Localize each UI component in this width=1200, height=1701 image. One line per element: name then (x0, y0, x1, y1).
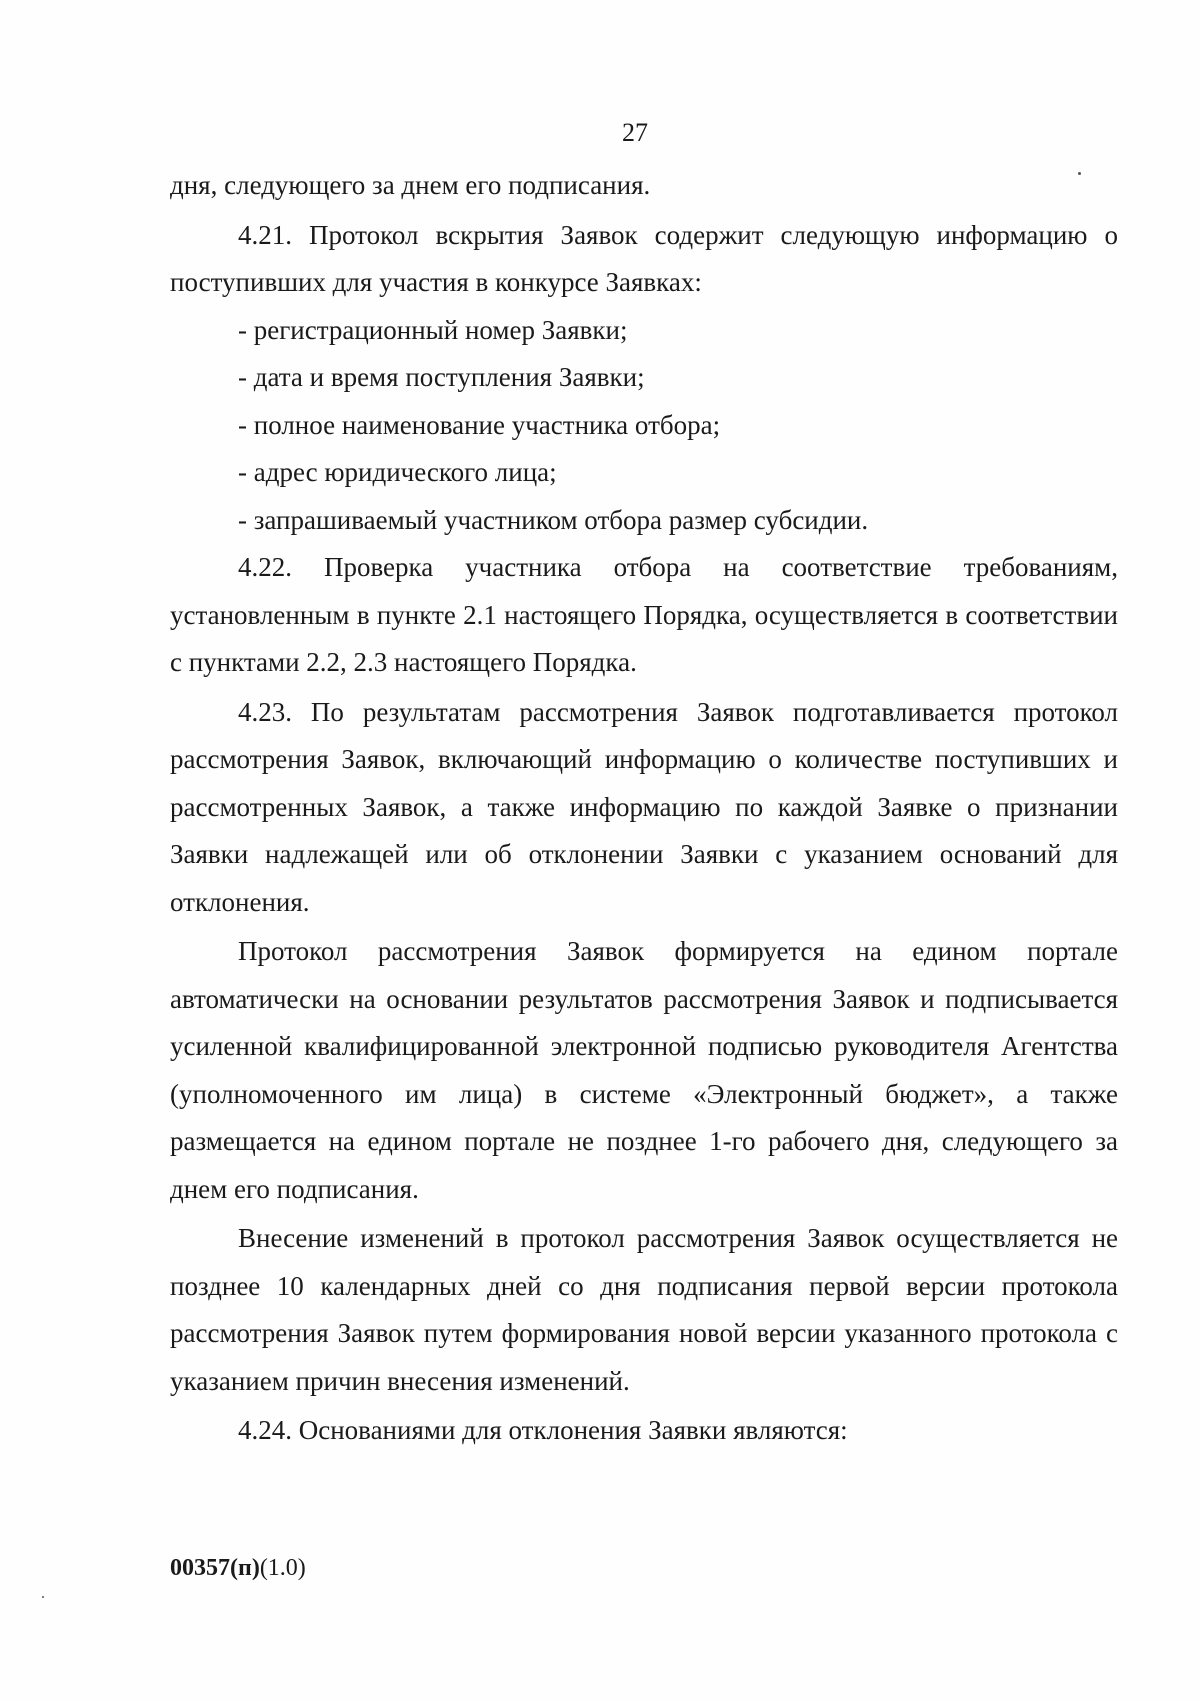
paragraph-4-22: 4.22. Проверка участника отбора на соответствие требованиям, установленным в пункте 2.1 настоящего Порядка, осуществляется в соответствии с пунктами 2.2, 2.3 настоящего Порядка. (170, 552, 1118, 677)
list-item: - полное наименование участника отбора; (238, 409, 721, 440)
paragraph-protocol-formation: Протокол рассмотрения Заявок формируется на едином портале автоматически на основании результатов рассмотрения Заявок и подписывается усиленной квалифицированной электронной подписью руководителя Агентства (уполномоченного им лица) в системе «Электронный бюджет», а также размещается на едином портале не позднее 1-го рабочего дня, следующего за днем его подписания. (170, 936, 1118, 1204)
paragraph-continuation: дня, следующего за днем его подписания. (170, 170, 651, 200)
page-number: 27 (622, 118, 648, 147)
list-item: - регистрационный номер Заявки; (238, 314, 628, 345)
paragraph-4-24: 4.24. Основаниями для отклонения Заявки являются: (238, 1415, 848, 1445)
document-body (170, 162, 1118, 1455)
list-item: - дата и время поступления Заявки; (238, 362, 645, 392)
list-item: - адрес юридического лица; (238, 457, 557, 487)
scan-artifact (1078, 172, 1081, 175)
document-code-number: 00357(п) (170, 1555, 260, 1581)
paragraph-protocol-changes: Внесение изменений в протокол рассмотрения Заявок осуществляется не позднее 10 календарных дней со дня подписания первой версии протокола рассмотрения Заявок путем формирования новой версии указанного протокола с указанием причин внесения изменений. (170, 1223, 1118, 1396)
list-item: - запрашиваемый участником отбора размер субсидии. (238, 504, 869, 535)
document-code (170, 1555, 306, 1582)
scan-artifact (42, 1596, 44, 1598)
paragraph-4-23: 4.23. По результатам рассмотрения Заявок подготавливается протокол рассмотрения Заявок, включающий информацию о количестве поступивших и рассмотренных Заявок, а также информацию по каждой Заявке о признании Заявки надлежащей или об отклонении Заявки с указанием оснований для отклонения. (170, 696, 1118, 917)
document-code-version: (1.0) (259, 1555, 306, 1581)
paragraph-4-21: 4.21. Протокол вскрытия Заявок содержит следующую информацию о поступивших для участия в конкурсе Заявках: (170, 219, 1118, 297)
